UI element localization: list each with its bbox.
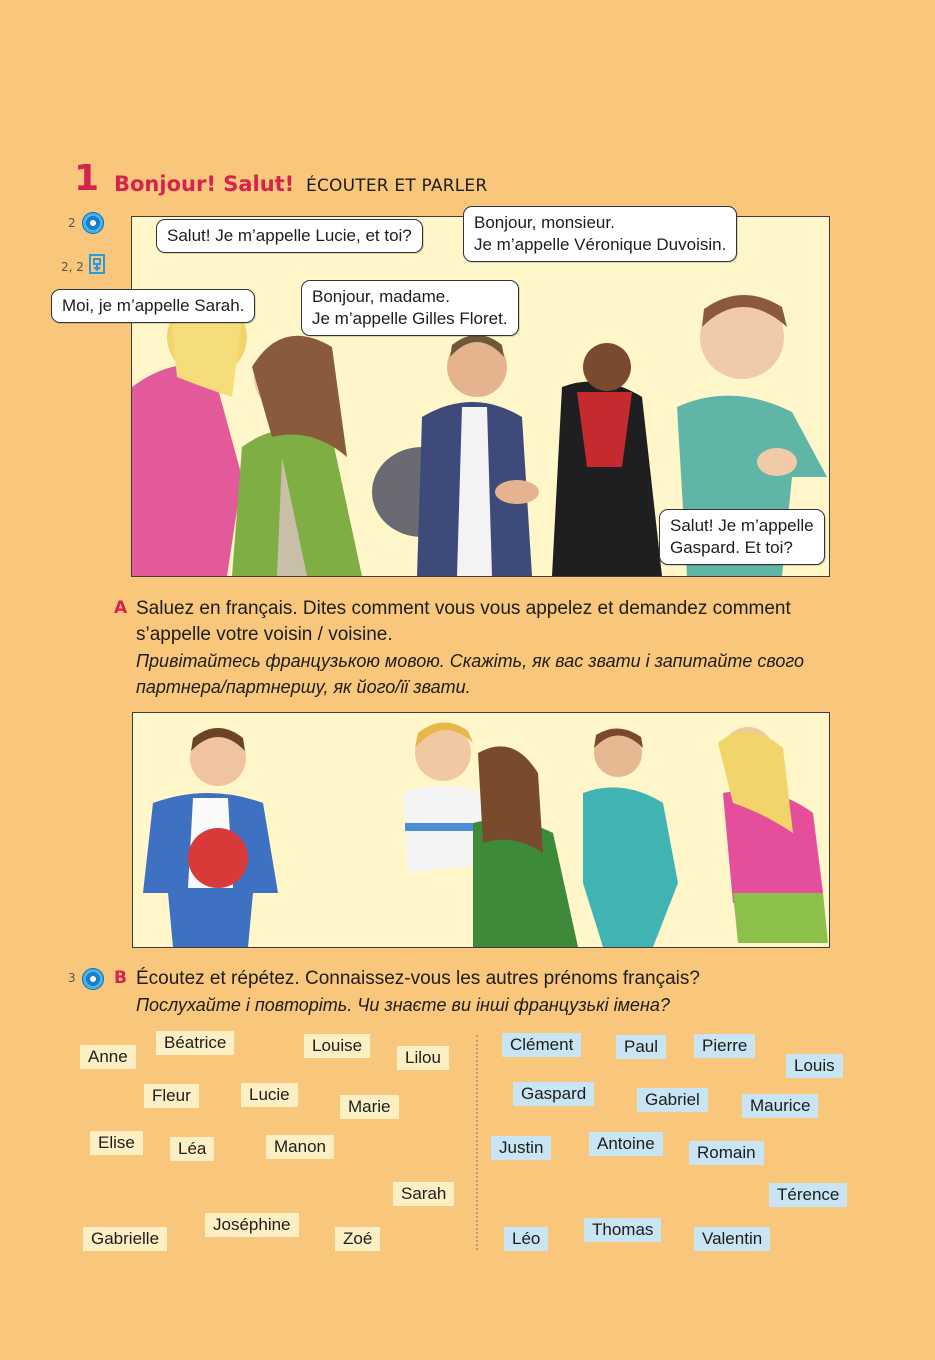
name-tag-male: Valentin	[694, 1227, 770, 1251]
lesson-subtitle: ÉCOUTER ET PARLER	[306, 176, 488, 196]
name-tag-male: Térence	[769, 1183, 847, 1207]
exercise-b-instruction: Écoutez et répétez. Connaissez-vous les autres prénoms français?	[136, 968, 700, 989]
name-tag-male: Léo	[504, 1227, 548, 1251]
name-tag-female: Joséphine	[205, 1213, 299, 1237]
name-tag-male: Pierre	[694, 1034, 755, 1058]
name-tag-male: Justin	[491, 1136, 551, 1160]
exercise-b-letter: B	[114, 968, 127, 988]
cd-track-number: 2	[68, 216, 76, 230]
name-tag-female: Léa	[170, 1137, 214, 1161]
speech-bubble-lucie: Salut! Je m’appelle Lucie, et toi?	[156, 219, 423, 253]
cd-icon[interactable]	[82, 968, 104, 990]
name-tag-male: Antoine	[589, 1132, 663, 1156]
kids-scene	[133, 713, 829, 947]
name-tag-female: Lilou	[397, 1046, 449, 1070]
name-tag-female: Elise	[90, 1131, 143, 1155]
name-tag-male: Romain	[689, 1141, 764, 1165]
cd-icon[interactable]	[82, 212, 104, 234]
names-divider	[476, 1035, 478, 1250]
name-tag-female: Anne	[80, 1045, 136, 1069]
lesson-number: 1	[74, 158, 100, 199]
speech-bubble-gilles: Bonjour, madame. Je m’appelle Gilles Floret.	[301, 280, 519, 336]
exercise-a-letter: A	[114, 598, 128, 618]
name-tag-female: Manon	[266, 1135, 334, 1159]
name-tag-female: Sarah	[393, 1182, 454, 1206]
kids-illustration	[132, 712, 830, 948]
name-tag-female: Zoé	[335, 1227, 380, 1251]
name-tag-male: Maurice	[742, 1094, 818, 1118]
book-reference: 2, 2	[61, 260, 84, 274]
workbook-icon[interactable]	[88, 253, 108, 277]
cd-track-number-b: 3	[68, 971, 76, 985]
lesson-title: Bonjour! Salut!	[114, 172, 295, 196]
speech-bubble-sarah: Moi, je m’appelle Sarah.	[51, 289, 255, 323]
speech-bubble-veronique: Bonjour, monsieur. Je m’appelle Véronique Duvoisin.	[463, 206, 737, 262]
name-tag-female: Béatrice	[156, 1031, 234, 1055]
name-tag-female: Lucie	[241, 1083, 298, 1107]
name-tag-male: Thomas	[584, 1218, 661, 1242]
exercise-b-translation: Послухайте і повторіть. Чи знаєте ви інші французькі імена?	[136, 995, 670, 1015]
name-tag-male: Paul	[616, 1035, 666, 1059]
name-tag-female: Gabrielle	[83, 1227, 167, 1251]
speech-bubble-gaspard: Salut! Je m’appelle Gaspard. Et toi?	[659, 509, 825, 565]
exercise-a-translation: Привітайтесь французькою мовою. Скажіть, як вас звати і запитайте свого партнера/партнершу, як його/її звати.	[136, 651, 805, 697]
exercise-a-instruction: Saluez en français. Dites comment vous vous appelez et demandez comment s’appelle votre voisin / voisine.	[136, 598, 791, 645]
name-tag-male: Gabriel	[637, 1088, 708, 1112]
name-tag-male: Louis	[786, 1054, 843, 1078]
name-tag-male: Clément	[502, 1033, 581, 1057]
name-tag-male: Gaspard	[513, 1082, 594, 1106]
name-tag-female: Louise	[304, 1034, 370, 1058]
name-tag-female: Fleur	[144, 1084, 199, 1108]
name-tag-female: Marie	[340, 1095, 399, 1119]
